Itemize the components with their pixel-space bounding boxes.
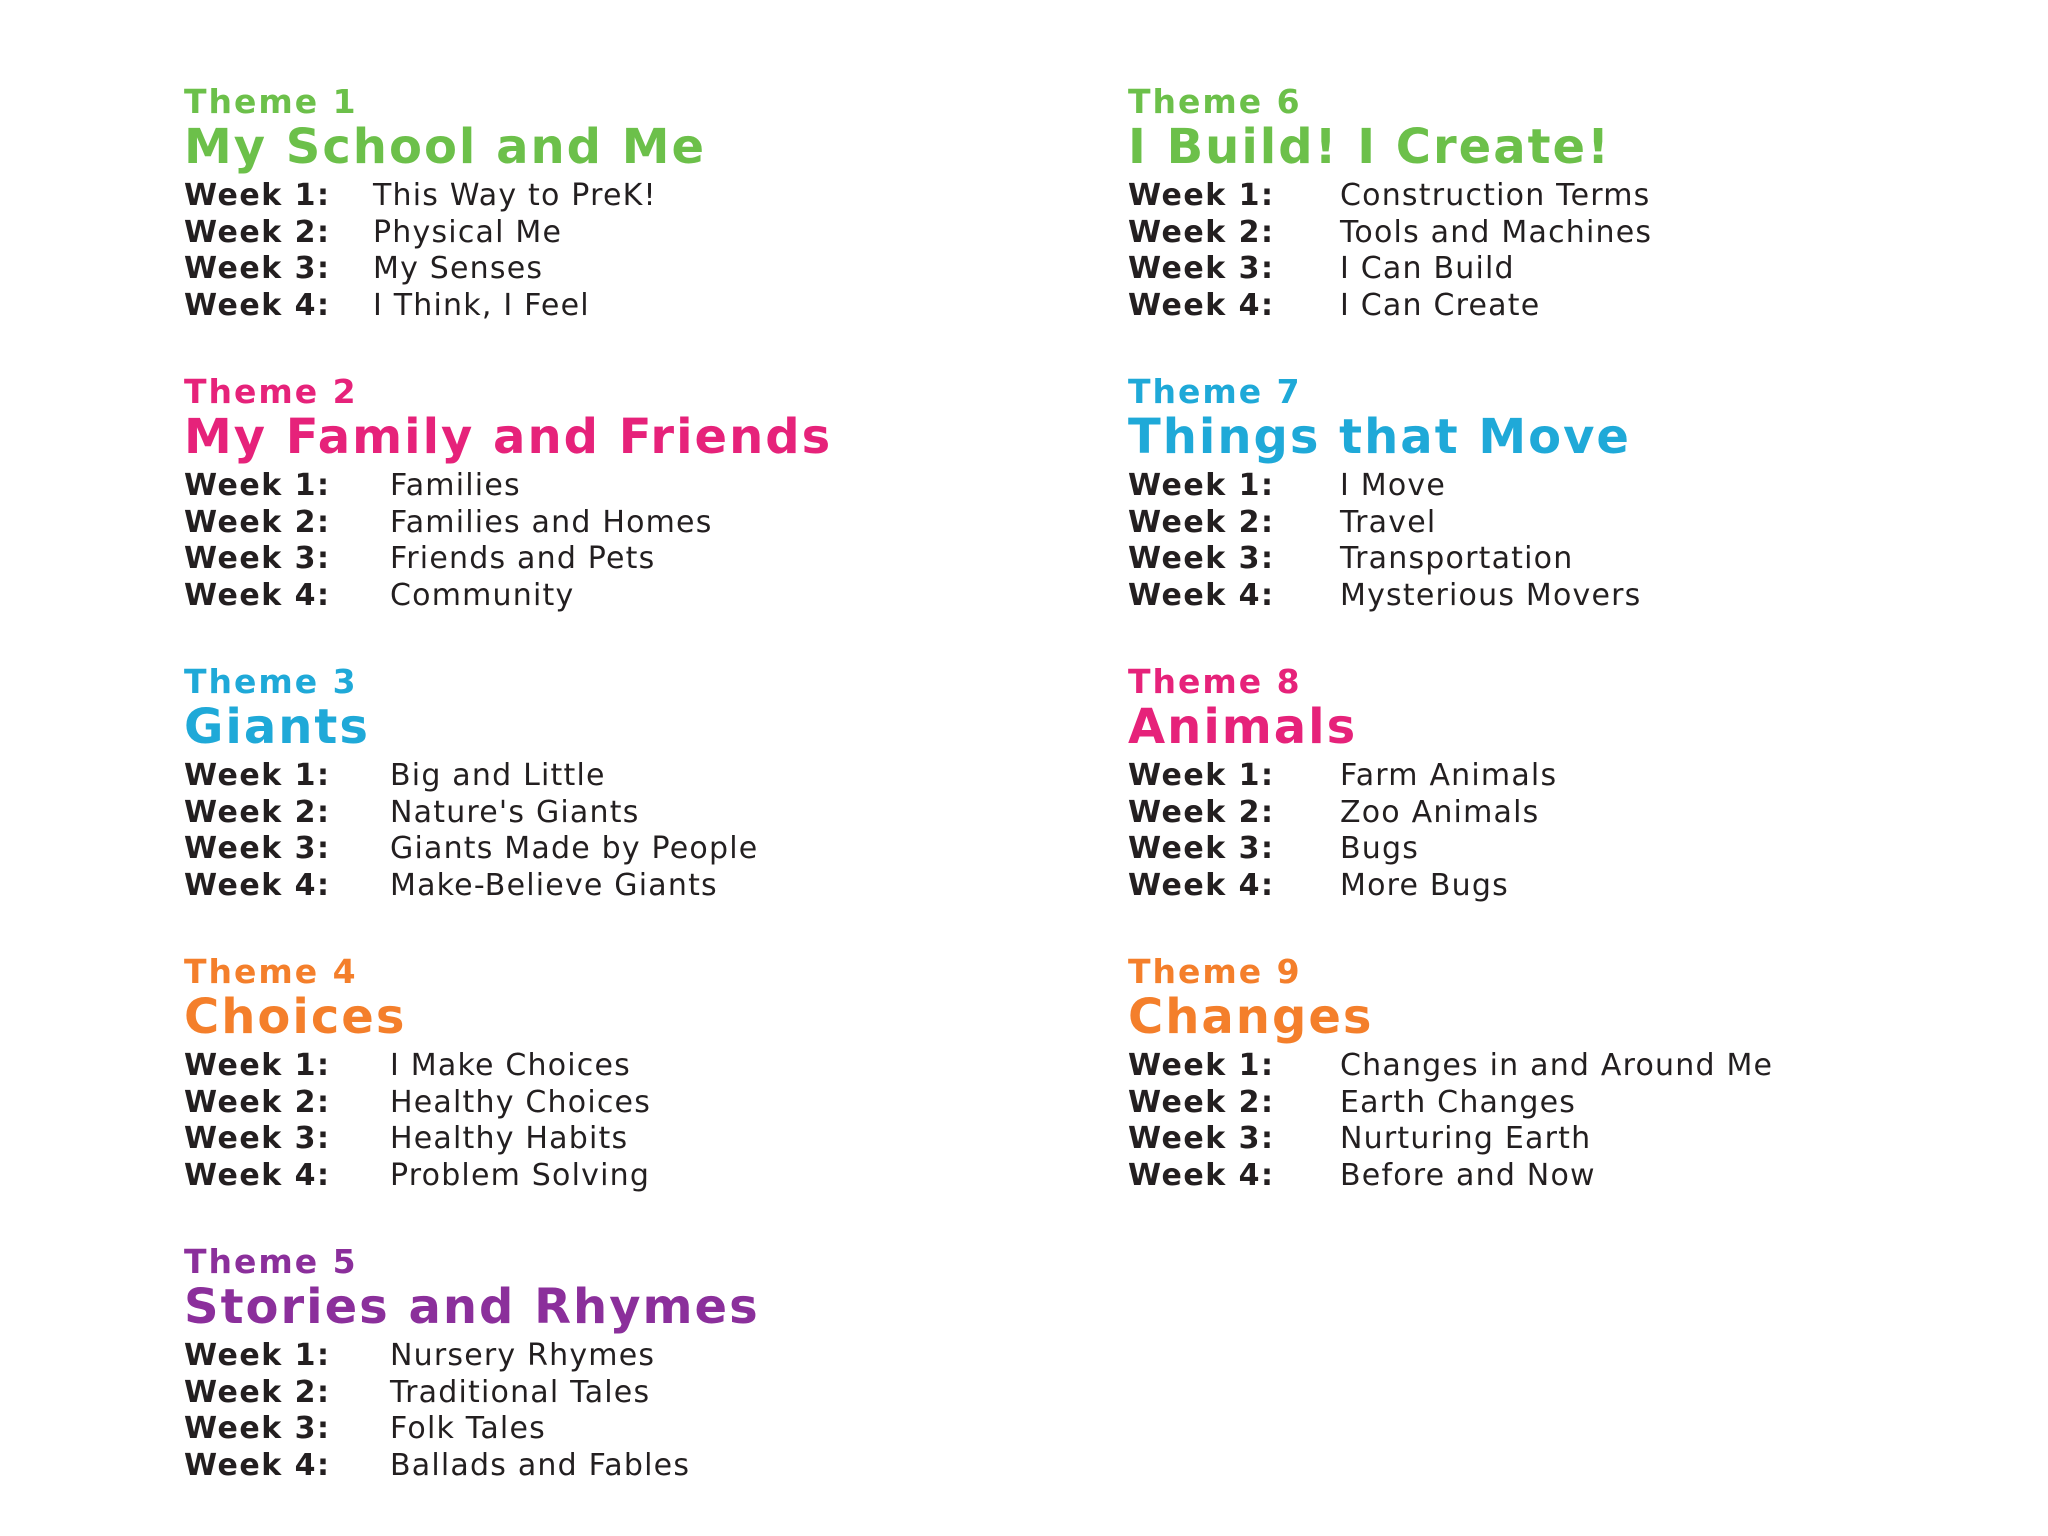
week-row bbox=[184, 758, 1084, 795]
week-row bbox=[1128, 1158, 2028, 1195]
week-label: Week 3: bbox=[1128, 251, 1275, 286]
week-row bbox=[184, 468, 1084, 505]
theme-8-section bbox=[1128, 664, 2028, 954]
week-label: Week 3: bbox=[1128, 541, 1275, 576]
week-topic: Nursery Rhymes bbox=[390, 1338, 656, 1373]
week-label: Week 4: bbox=[184, 1157, 331, 1193]
week-topic: Problem Solving bbox=[390, 1157, 651, 1193]
week-row bbox=[1128, 831, 2028, 868]
week-row bbox=[1128, 178, 2028, 215]
week-row bbox=[184, 1338, 1084, 1375]
week-topic: Tools and Machines bbox=[1340, 214, 1653, 250]
week-row bbox=[1128, 468, 2028, 505]
week-row bbox=[1128, 505, 2028, 542]
themes-column-right bbox=[1128, 84, 2028, 1244]
week-topic: Travel bbox=[1340, 504, 1437, 540]
week-label: Week 2: bbox=[184, 1084, 331, 1120]
week-row bbox=[1128, 578, 2028, 615]
week-label: Week 1: bbox=[1128, 468, 1275, 503]
week-topic: Bugs bbox=[1340, 831, 1420, 866]
week-label: Week 2: bbox=[184, 794, 331, 830]
theme-4-section bbox=[184, 954, 1084, 1244]
theme-label: Theme 6 bbox=[1128, 82, 1302, 121]
week-list bbox=[184, 468, 1084, 614]
theme-title: Things that Move bbox=[1128, 409, 1631, 465]
week-label: Week 4: bbox=[1128, 577, 1275, 613]
week-row bbox=[1128, 1048, 2028, 1085]
week-list bbox=[1128, 468, 2028, 614]
week-label: Week 3: bbox=[184, 251, 331, 286]
week-row bbox=[184, 1158, 1084, 1195]
week-list bbox=[184, 758, 1084, 904]
week-topic: Healthy Choices bbox=[390, 1084, 652, 1120]
week-row bbox=[184, 178, 1084, 215]
week-topic: Families bbox=[390, 468, 521, 503]
theme-label: Theme 5 bbox=[184, 1242, 358, 1281]
week-label: Week 1: bbox=[184, 1338, 331, 1373]
week-row bbox=[184, 288, 1084, 325]
week-label: Week 1: bbox=[184, 1048, 331, 1083]
week-label: Week 2: bbox=[184, 1374, 331, 1410]
week-label: Week 1: bbox=[184, 178, 331, 213]
week-topic: Nature's Giants bbox=[390, 794, 640, 830]
week-label: Week 3: bbox=[184, 541, 331, 576]
theme-label: Theme 4 bbox=[184, 952, 358, 991]
week-list bbox=[184, 178, 1084, 324]
week-label: Week 4: bbox=[1128, 867, 1275, 903]
week-label: Week 4: bbox=[1128, 1157, 1275, 1193]
week-label: Week 3: bbox=[1128, 1121, 1275, 1156]
week-label: Week 4: bbox=[184, 1447, 331, 1483]
week-label: Week 4: bbox=[1128, 287, 1275, 323]
week-row bbox=[1128, 1085, 2028, 1122]
week-row bbox=[1128, 868, 2028, 905]
week-row bbox=[184, 541, 1084, 578]
theme-title: Changes bbox=[1128, 989, 1374, 1045]
theme-label: Theme 7 bbox=[1128, 372, 1302, 411]
week-label: Week 1: bbox=[184, 468, 331, 503]
week-row bbox=[184, 1375, 1084, 1412]
week-list bbox=[1128, 1048, 2028, 1194]
week-row bbox=[184, 1411, 1084, 1448]
theme-title: I Build! I Create! bbox=[1128, 119, 1611, 175]
week-label: Week 4: bbox=[184, 287, 331, 323]
week-list bbox=[184, 1338, 1084, 1484]
week-topic: Construction Terms bbox=[1340, 178, 1651, 213]
week-topic: Mysterious Movers bbox=[1340, 577, 1642, 613]
week-label: Week 4: bbox=[184, 867, 331, 903]
week-label: Week 3: bbox=[184, 1121, 331, 1156]
theme-3-section bbox=[184, 664, 1084, 954]
week-label: Week 3: bbox=[184, 1411, 331, 1446]
week-row bbox=[184, 1048, 1084, 1085]
theme-title: My School and Me bbox=[184, 119, 707, 175]
week-topic: Families and Homes bbox=[390, 504, 713, 540]
week-topic: I Can Create bbox=[1340, 287, 1541, 323]
week-label: Week 2: bbox=[184, 214, 331, 250]
theme-label: Theme 1 bbox=[184, 82, 358, 121]
week-topic: Nurturing Earth bbox=[1340, 1121, 1592, 1156]
theme-title: My Family and Friends bbox=[184, 409, 833, 465]
week-row bbox=[184, 795, 1084, 832]
week-label: Week 2: bbox=[184, 504, 331, 540]
week-topic: Traditional Tales bbox=[390, 1374, 651, 1410]
week-row bbox=[184, 868, 1084, 905]
week-topic: Before and Now bbox=[1340, 1157, 1596, 1193]
week-row bbox=[184, 578, 1084, 615]
week-topic: I Make Choices bbox=[390, 1048, 631, 1083]
theme-9-section bbox=[1128, 954, 2028, 1244]
week-topic: Ballads and Fables bbox=[390, 1447, 691, 1483]
week-topic: I Can Build bbox=[1340, 251, 1515, 286]
week-label: Week 1: bbox=[1128, 178, 1275, 213]
week-row bbox=[1128, 215, 2028, 252]
theme-title: Giants bbox=[184, 699, 370, 755]
week-topic: I Think, I Feel bbox=[373, 287, 590, 323]
week-row bbox=[1128, 251, 2028, 288]
week-topic: Giants Made by People bbox=[390, 831, 759, 866]
week-topic: Changes in and Around Me bbox=[1340, 1048, 1774, 1083]
week-row bbox=[1128, 541, 2028, 578]
theme-2-section bbox=[184, 374, 1084, 664]
week-label: Week 2: bbox=[1128, 794, 1275, 830]
theme-7-section bbox=[1128, 374, 2028, 664]
week-label: Week 1: bbox=[1128, 758, 1275, 793]
theme-label: Theme 3 bbox=[184, 662, 358, 701]
week-row bbox=[1128, 795, 2028, 832]
week-list bbox=[1128, 758, 2028, 904]
week-label: Week 1: bbox=[1128, 1048, 1275, 1083]
week-topic: Make-Believe Giants bbox=[390, 867, 718, 903]
theme-label: Theme 8 bbox=[1128, 662, 1302, 701]
week-row bbox=[1128, 288, 2028, 325]
week-topic: Friends and Pets bbox=[390, 541, 656, 576]
week-topic: This Way to PreK! bbox=[373, 178, 657, 213]
week-row bbox=[184, 831, 1084, 868]
week-row bbox=[184, 215, 1084, 252]
week-topic: Farm Animals bbox=[1340, 758, 1558, 793]
week-row bbox=[184, 1448, 1084, 1485]
week-topic: Physical Me bbox=[373, 214, 563, 250]
week-list bbox=[184, 1048, 1084, 1194]
week-label: Week 3: bbox=[1128, 831, 1275, 866]
week-topic: Transportation bbox=[1340, 541, 1574, 576]
week-row bbox=[184, 1121, 1084, 1158]
theme-5-section bbox=[184, 1244, 1084, 1534]
week-row bbox=[184, 505, 1084, 542]
themes-column-left bbox=[184, 84, 1084, 1534]
theme-label: Theme 9 bbox=[1128, 952, 1302, 991]
week-list bbox=[1128, 178, 2028, 324]
theme-title: Animals bbox=[1128, 699, 1358, 755]
week-label: Week 1: bbox=[184, 758, 331, 793]
week-topic: Zoo Animals bbox=[1340, 794, 1540, 830]
week-label: Week 2: bbox=[1128, 214, 1275, 250]
week-topic: Community bbox=[390, 577, 575, 613]
theme-6-section bbox=[1128, 84, 2028, 374]
theme-title: Stories and Rhymes bbox=[184, 1279, 760, 1335]
week-topic: Big and Little bbox=[390, 758, 606, 793]
week-topic: My Senses bbox=[373, 251, 544, 286]
week-label: Week 2: bbox=[1128, 504, 1275, 540]
week-row bbox=[184, 251, 1084, 288]
week-row bbox=[1128, 758, 2028, 795]
week-topic: Healthy Habits bbox=[390, 1121, 629, 1156]
week-label: Week 3: bbox=[184, 831, 331, 866]
week-label: Week 4: bbox=[184, 577, 331, 613]
theme-title: Choices bbox=[184, 989, 407, 1045]
theme-1-section bbox=[184, 84, 1084, 374]
week-topic: I Move bbox=[1340, 468, 1447, 503]
week-row bbox=[1128, 1121, 2028, 1158]
theme-label: Theme 2 bbox=[184, 372, 358, 411]
week-topic: Earth Changes bbox=[1340, 1084, 1577, 1120]
week-topic: Folk Tales bbox=[390, 1411, 546, 1446]
week-topic: More Bugs bbox=[1340, 867, 1509, 903]
week-label: Week 2: bbox=[1128, 1084, 1275, 1120]
week-row bbox=[184, 1085, 1084, 1122]
